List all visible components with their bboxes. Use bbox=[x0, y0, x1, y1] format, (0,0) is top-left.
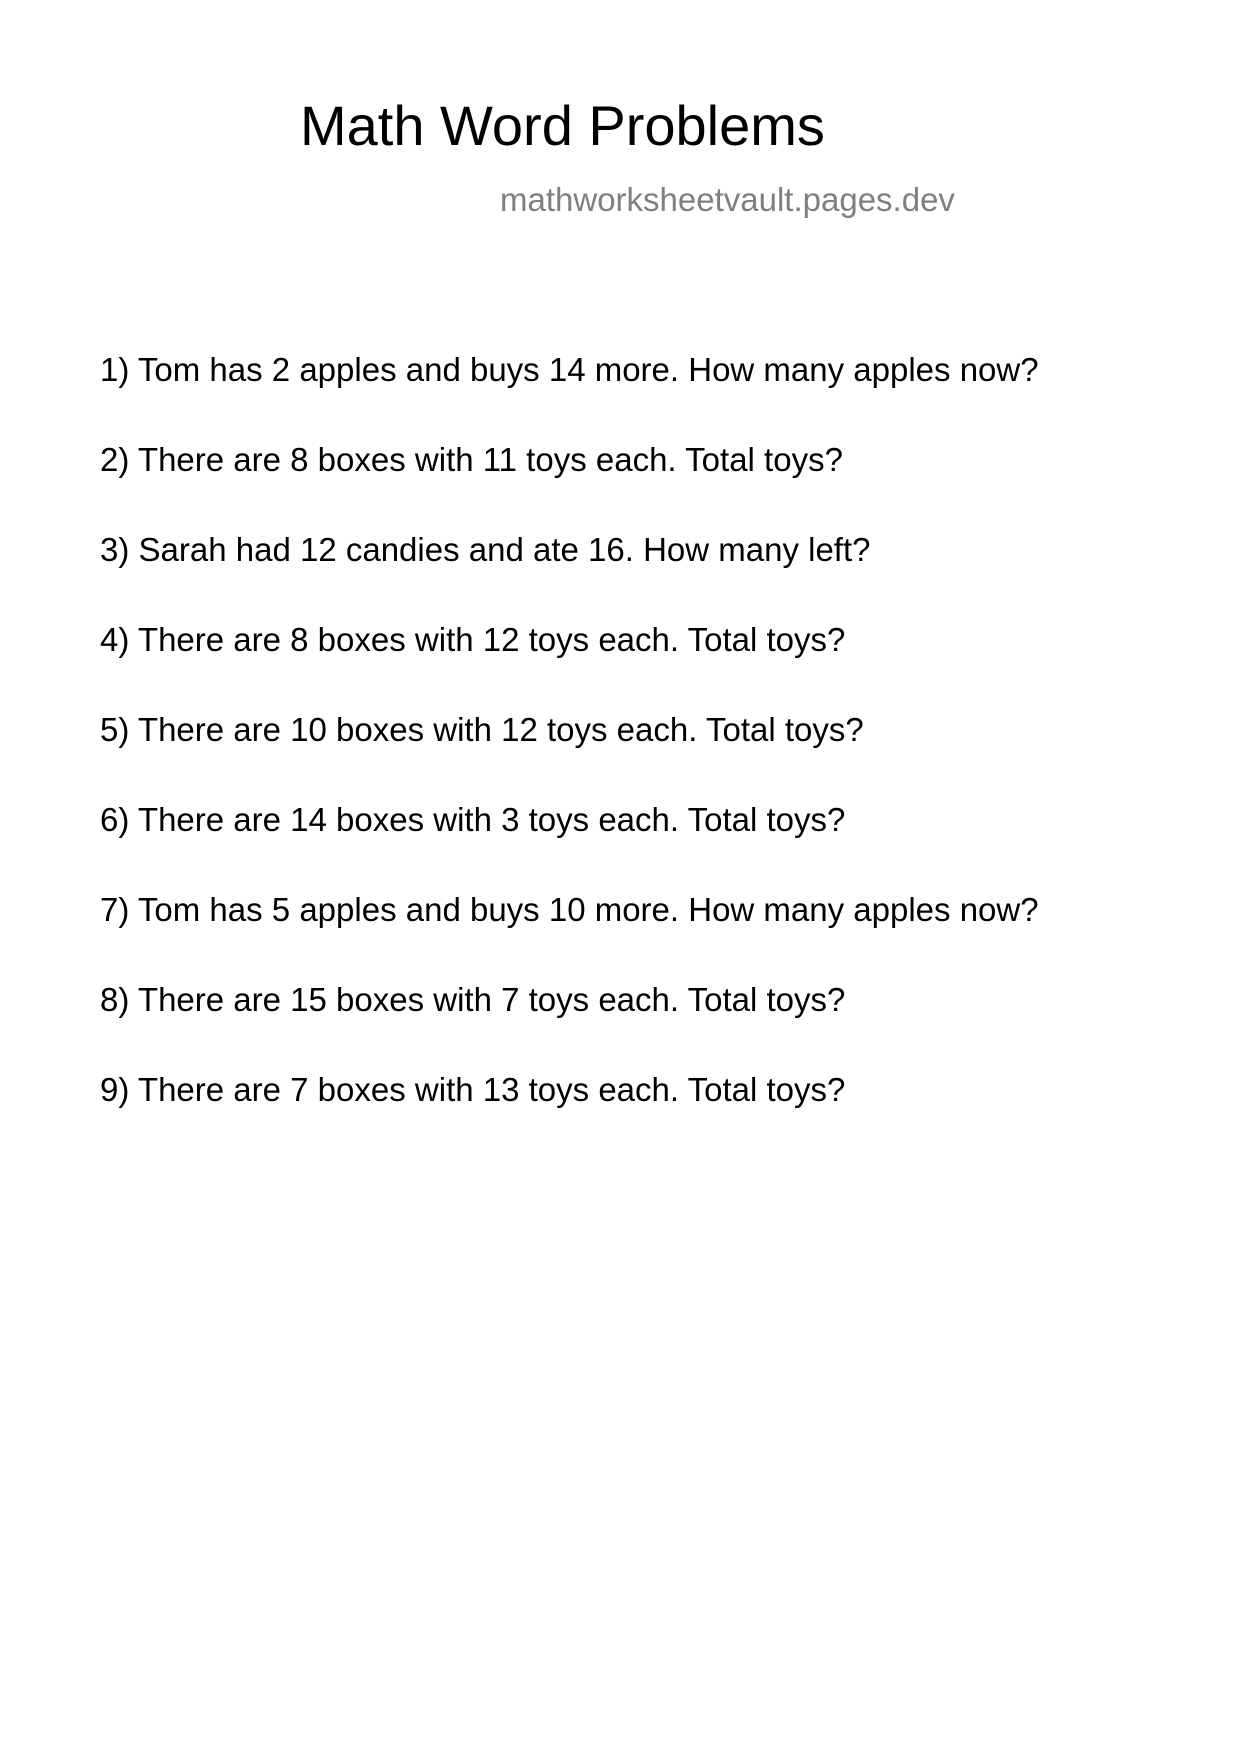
problem-item: 8) There are 15 boxes with 7 toys each. Total toys? bbox=[100, 981, 846, 1018]
problem-item: 6) There are 14 boxes with 3 toys each. Total toys? bbox=[100, 801, 846, 838]
problem-item: 4) There are 8 boxes with 12 toys each. Total toys? bbox=[100, 621, 846, 658]
problem-item: 2) There are 8 boxes with 11 toys each. Total toys? bbox=[100, 441, 843, 478]
problem-list bbox=[100, 350, 1039, 1160]
problem-item: 7) Tom has 5 apples and buys 10 more. How many apples now? bbox=[100, 891, 1039, 928]
source-url: mathworksheetvault.pages.dev bbox=[500, 181, 955, 218]
problem-item: 5) There are 10 boxes with 12 toys each. Total toys? bbox=[100, 711, 864, 748]
problem-item: 3) Sarah had 12 candies and ate 16. How many left? bbox=[100, 531, 871, 568]
page-title: Math Word Problems bbox=[300, 94, 825, 157]
problem-item: 1) Tom has 2 apples and buys 14 more. How many apples now? bbox=[100, 351, 1039, 388]
problem-item: 9) There are 7 boxes with 13 toys each. Total toys? bbox=[100, 1071, 846, 1108]
